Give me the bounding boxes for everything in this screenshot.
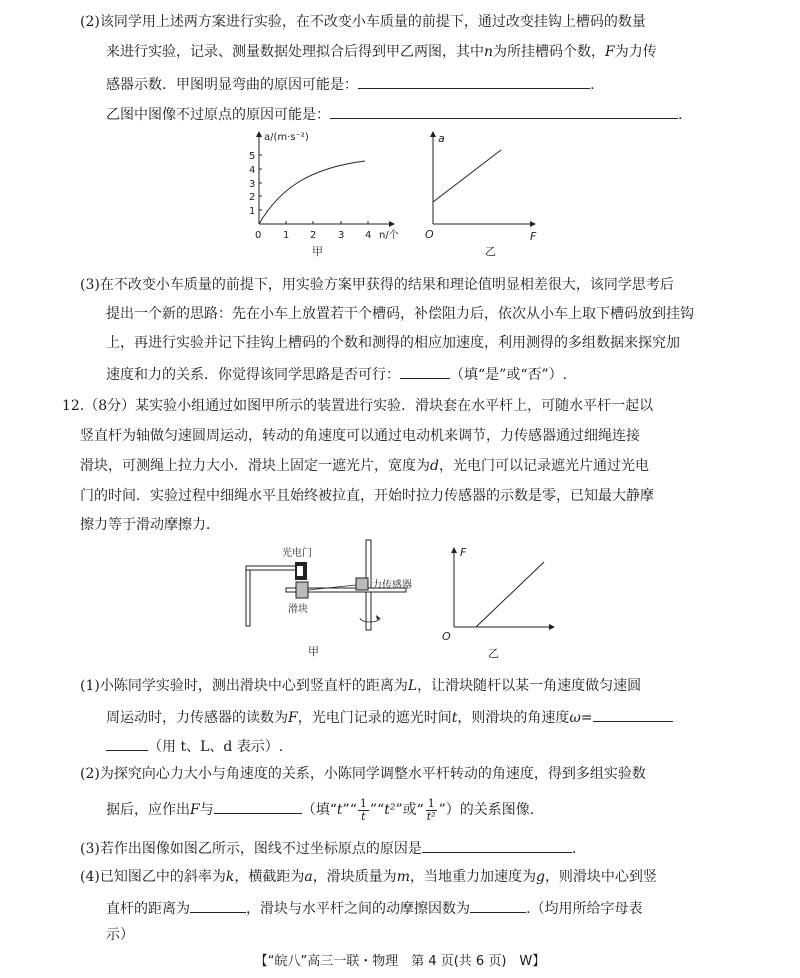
x-tick-label: 1 [283, 230, 290, 241]
line-yi [433, 150, 501, 202]
q12-s2-line1: (2)为探究向心力大小与角速度的关系，小陈同学调整水平杆转动的角速度，得到多组实验数 [80, 766, 646, 782]
text: ”）的关系图像. [438, 802, 535, 818]
q12-s1-line2 [106, 705, 673, 728]
text: 滑块，可测绳上拉力大小．滑块上固定一遮光片，宽度为 [80, 458, 430, 474]
text: (4)已知图乙中的斜率为 [80, 869, 226, 885]
slider-block [296, 582, 308, 598]
var-n: n [484, 44, 494, 60]
var-d: d [430, 458, 439, 474]
y-ticks [249, 151, 262, 217]
q11-part3-line4 [106, 362, 567, 385]
text: ”或“ [395, 802, 424, 818]
var-a: a [304, 869, 313, 885]
text: ”“ [342, 802, 357, 818]
text: ，横截距为 [234, 869, 305, 885]
option-t-squared: t² [384, 802, 396, 818]
text: (3)若作出图像如图乙所示，图线不过坐标原点的原因是 [80, 841, 422, 857]
text: (1)小陈同学实验时，测出滑块中心到竖直杆的距离为 [80, 678, 408, 694]
caption-jia: 甲 [312, 245, 323, 258]
answer-blank[interactable] [106, 734, 148, 751]
denominator: t² [426, 809, 436, 823]
answer-blank[interactable] [400, 362, 450, 379]
text: 周运动时，力传感器的读数为 [106, 710, 288, 726]
text: ，则滑块的角速度 [457, 710, 570, 726]
q12-s2-line2 [106, 797, 534, 823]
y-tick-label: 2 [249, 192, 256, 203]
text: ，滑块与水平杆之间的动摩擦因数为 [246, 901, 470, 917]
force-sensor [356, 578, 368, 590]
label-sensor: 力传感器 [372, 580, 412, 591]
caption-yi: 乙 [485, 245, 496, 258]
option-t: t [336, 802, 343, 818]
y-axis-label: a [438, 132, 445, 145]
var-omega: ω [569, 710, 581, 726]
numerator: 1 [359, 796, 367, 810]
q12-s3-line [80, 836, 576, 859]
text: ，则滑块中心到竖 [544, 869, 657, 885]
text: 为所挂槽码个数， [493, 44, 606, 60]
q11-part3-line3: 上，再进行实验并记下挂钩上槽码的个数和测得的相应加速度，利用测得的多组数据来探究加 [106, 335, 680, 351]
q12-line2: 竖直杆为轴做匀速圆周运动，转动的角速度可以通过电动机来调节，力传感器通过细绳连接 [80, 428, 640, 444]
text: 速度和力的关系．你觉得该同学思路是否可行： [106, 367, 400, 383]
q12-line5: 擦力等于滑动摩擦力． [80, 517, 220, 533]
x-tick-label: 3 [338, 230, 345, 241]
text: ，当地重力加速度为 [409, 869, 536, 885]
left-support [246, 568, 250, 626]
text: （用 t、L、d 表示）. [148, 739, 284, 755]
gate-arm [246, 566, 298, 570]
page-footer: 【“皖八”高三一联・物理 第 4 页(共 6 页) W】 [254, 954, 546, 969]
text: 来进行实验，记录、测量数据处理拟合后得到甲乙两图，其中 [106, 44, 484, 60]
period: . [590, 77, 595, 93]
x-axis-label: F [530, 230, 537, 243]
y-tick-label: 1 [249, 206, 256, 217]
text: （填“是”或“否”）. [450, 367, 568, 383]
curve-jia [259, 161, 365, 224]
answer-blank[interactable] [214, 797, 302, 814]
x-tick-label: 4 [365, 230, 372, 241]
x-tick-label: 2 [310, 230, 317, 241]
text: 感器示数．甲图明显弯曲的原因可能是： [106, 77, 358, 93]
graph-yi-q12 [440, 540, 560, 665]
caption-jia: 甲 [308, 645, 319, 658]
text: ，光电门记录的遮光时间 [297, 710, 452, 726]
q11-part3-line1: (3)在不改变小车质量的前提下，用实验方案甲获得的结果和理论值明显相差很大，该同学思考后 [80, 277, 674, 293]
origin-label: O [442, 630, 451, 643]
text: 乙图中图像不过原点的原因可能是： [106, 107, 330, 123]
var-L: L [407, 678, 418, 694]
graph-yi-q11 [425, 128, 545, 268]
var-m: m [396, 869, 410, 885]
var-k: k [225, 869, 235, 885]
y-tick-label: 4 [249, 165, 256, 176]
var-t: t [451, 710, 458, 726]
y-tick-label: 5 [249, 151, 256, 162]
option-1-over-t-squared [425, 798, 438, 823]
label-block: 滑块 [288, 604, 308, 615]
period: . [678, 107, 683, 123]
origin-label: O [425, 228, 434, 241]
text: ，光电门可以记录遮光片通过光电 [438, 458, 649, 474]
x-tick-label: 0 [255, 230, 262, 241]
text: 为力传 [614, 44, 657, 60]
text: .（均用所给字母表 [526, 901, 643, 917]
text: 与 [199, 802, 214, 818]
x-axis-label: n/个 [379, 230, 399, 241]
answer-blank[interactable] [470, 896, 526, 913]
q11-part2-line4 [106, 102, 682, 125]
answer-blank[interactable] [593, 705, 673, 722]
var-F: F [288, 710, 298, 726]
text: ”“ [369, 802, 385, 818]
answer-blank[interactable] [190, 896, 246, 913]
label-gate: 光电门 [282, 548, 312, 559]
q12-s1-line3 [106, 734, 283, 757]
q12-s4-line1 [80, 867, 657, 887]
q12-line4: 门的时间．实验过程中细绳水平且始终被拉直，开始时拉力传感器的示数是零，已知最大静摩 [80, 488, 654, 504]
line-yi [476, 562, 544, 627]
text: ，滑块质量为 [312, 869, 397, 885]
answer-blank[interactable] [422, 836, 572, 853]
q11-part2-line2 [106, 42, 657, 62]
q11-part2-line1: (2)该同学用上述两方案进行实验，在不改变小车质量的前提下，通过改变挂钩上槽码的数量 [80, 14, 646, 30]
q12-s1-line1 [80, 676, 641, 696]
q12-s4-line3: 示） [106, 927, 134, 943]
numerator: 1 [427, 796, 435, 810]
y-axis-label: F [460, 546, 467, 559]
text: 直杆的距离为 [106, 901, 190, 917]
graph-jia [240, 128, 420, 268]
text: ，让滑块随杆以某一角速度做匀速圆 [417, 678, 642, 694]
equals: = [580, 710, 593, 726]
period: . [571, 841, 577, 857]
answer-blank[interactable] [330, 102, 678, 119]
option-1-over-t [358, 798, 369, 823]
text: 据后，应作出 [106, 802, 190, 818]
apparatus-figure [238, 540, 428, 665]
text: （填“ [301, 802, 337, 818]
q12-line3 [80, 456, 649, 476]
answer-blank[interactable] [358, 72, 590, 89]
q11-part2-line3 [106, 72, 594, 95]
q12-s4-line2 [106, 896, 642, 919]
caption-yi: 乙 [488, 647, 499, 660]
q11-part3-line2: 提出一个新的思路：先在小车上放置若干个槽码，补偿阻力后，依次从小车上取下槽码放到挂钩 [106, 306, 694, 322]
y-axis-label: a/(m·s⁻²) [264, 132, 309, 143]
denominator: t [361, 809, 366, 823]
var-g: g [535, 869, 545, 885]
var-F: F [190, 802, 200, 818]
var-F: F [605, 44, 615, 60]
y-tick-label: 3 [249, 179, 256, 190]
q12-line1: 12.（8分）某实验小组通过如图甲所示的装置进行实验．滑块套在水平杆上，可随水平杆一起以 [62, 398, 654, 414]
